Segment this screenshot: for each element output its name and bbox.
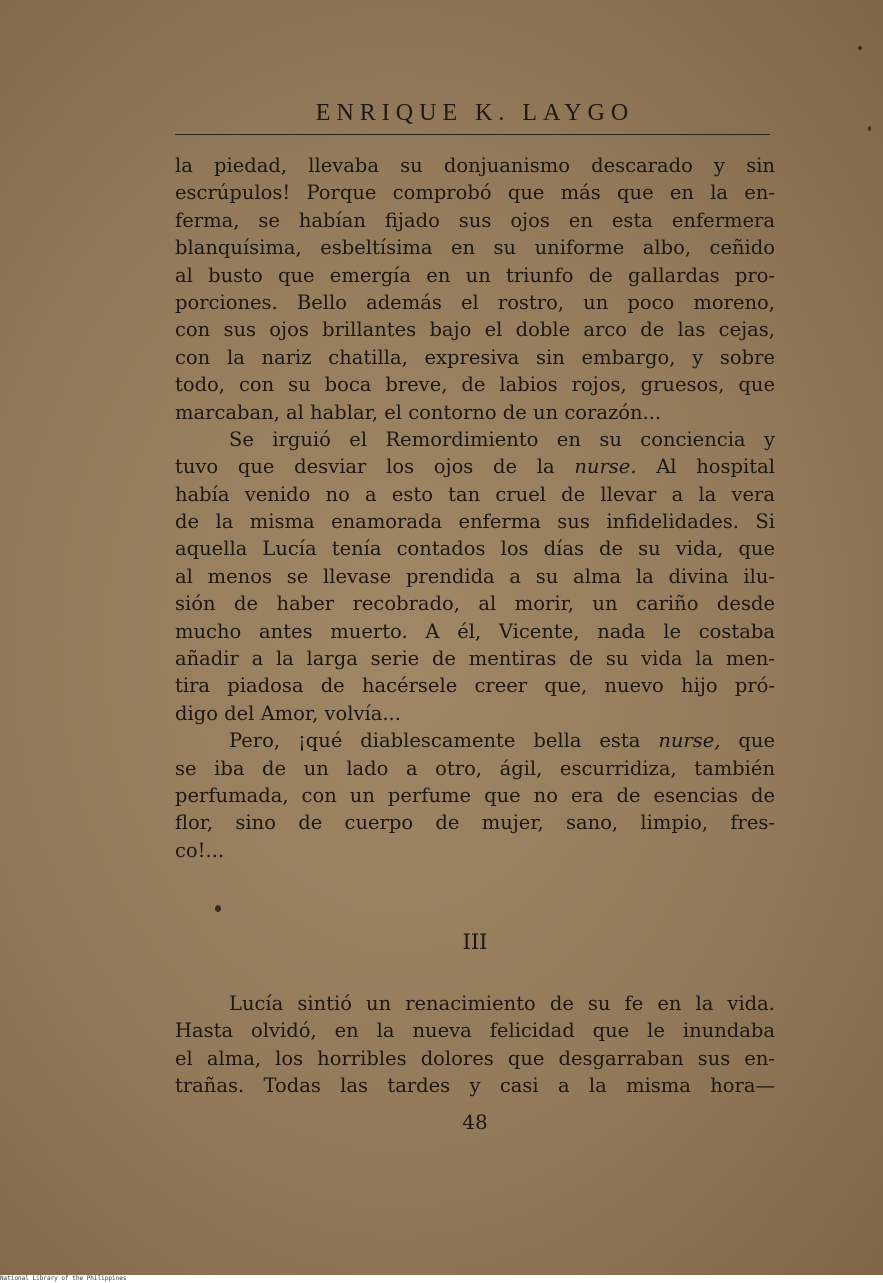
footer-bar bbox=[0, 1275, 883, 1283]
paragraph-2 bbox=[175, 426, 775, 727]
text-line: Hasta olvidó, en la nueva felicidad que le inundaba bbox=[175, 1019, 775, 1043]
paragraph-4 bbox=[175, 990, 775, 1100]
text-line: aquella Lucía tenía contados los días de su vida, que bbox=[175, 537, 775, 561]
text-line: porciones. Bello además el rostro, un poco moreno, bbox=[175, 290, 775, 314]
italic-word: nurse. bbox=[574, 455, 637, 479]
page-number: 48 bbox=[462, 1110, 488, 1134]
header-rule bbox=[175, 134, 770, 135]
text-span: que bbox=[720, 729, 775, 753]
section-number: III bbox=[462, 930, 488, 954]
text-line: tira piadosa de hacérsele creer que, nuevo hijo pró- bbox=[175, 674, 775, 698]
text-span: tuvo que desviar los ojos de la bbox=[175, 455, 575, 479]
paragraph-3 bbox=[175, 727, 775, 864]
footer-credit: National Library of the Philippines bbox=[0, 1275, 127, 1282]
paper-speck bbox=[868, 126, 871, 131]
paper-speck bbox=[215, 905, 221, 912]
text-line: Lucía sintió un renacimiento de su fe en la vida. bbox=[229, 992, 775, 1015]
text-span: Pero, ¡qué diablescamente bella esta bbox=[229, 729, 659, 753]
text-line: perfumada, con un perfume que no era de esencias de bbox=[175, 783, 775, 807]
text-line: mucho antes muerto. A él, Vicente, nada le costaba bbox=[175, 619, 775, 643]
text-line: al busto que emergía en un triunfo de gallardas pro- bbox=[175, 263, 775, 287]
paper-speck bbox=[858, 46, 862, 50]
text-line: con la nariz chatilla, expresiva sin embargo, y sobre bbox=[175, 345, 775, 369]
text-line: la piedad, llevaba su donjuanismo descarado y sin bbox=[175, 154, 775, 177]
text-line: marcaban, al hablar, el contorno de un corazón... bbox=[175, 400, 662, 424]
text-line: co!... bbox=[175, 838, 225, 862]
text-line: había venido no a esto tan cruel de llevar a la vera bbox=[175, 482, 775, 506]
text-line: el alma, los horribles dolores que desgarraban sus en- bbox=[175, 1046, 775, 1070]
text-line: flor, sino de cuerpo de mujer, sano, limpio, fres- bbox=[175, 811, 775, 835]
text-line: al menos se llevase prendida a su alma la divina ilu- bbox=[175, 564, 775, 588]
text-line: se iba de un lado a otro, ágil, escurridiza, también bbox=[175, 756, 775, 780]
italic-word: nurse, bbox=[658, 729, 721, 753]
text-line: blanquísima, esbeltísima en su uniforme albo, ceñido bbox=[175, 236, 775, 260]
text-line: con sus ojos brillantes bajo el doble arco de las cejas, bbox=[175, 318, 775, 342]
text-line: sión de haber recobrado, al morir, un cariño desde bbox=[175, 592, 775, 616]
text-line: Se irguió el Remordimiento en su conciencia y bbox=[229, 427, 775, 451]
running-head: ENRIQUE K. LAYGO bbox=[315, 100, 635, 126]
paragraph-1 bbox=[175, 152, 775, 426]
text-line: añadir a la larga serie de mentiras de su vida la men- bbox=[175, 647, 775, 671]
text-span: Al hospital bbox=[636, 455, 775, 479]
text-line: ferma, se habían fijado sus ojos en esta enfermera bbox=[175, 208, 775, 232]
text-line: digo del Amor, volvía... bbox=[175, 701, 401, 725]
text-line bbox=[175, 727, 775, 754]
body-text bbox=[175, 152, 775, 864]
text-line: trañas. Todas las tardes y casi a la misma hora— bbox=[175, 1074, 775, 1098]
text-line: de la misma enamorada enferma sus infidelidades. Si bbox=[175, 510, 775, 534]
text-line bbox=[175, 453, 775, 480]
text-line: todo, con su boca breve, de labios rojos, gruesos, que bbox=[175, 373, 775, 397]
text-line: escrúpulos! Porque comprobó que más que en la en- bbox=[175, 181, 775, 205]
